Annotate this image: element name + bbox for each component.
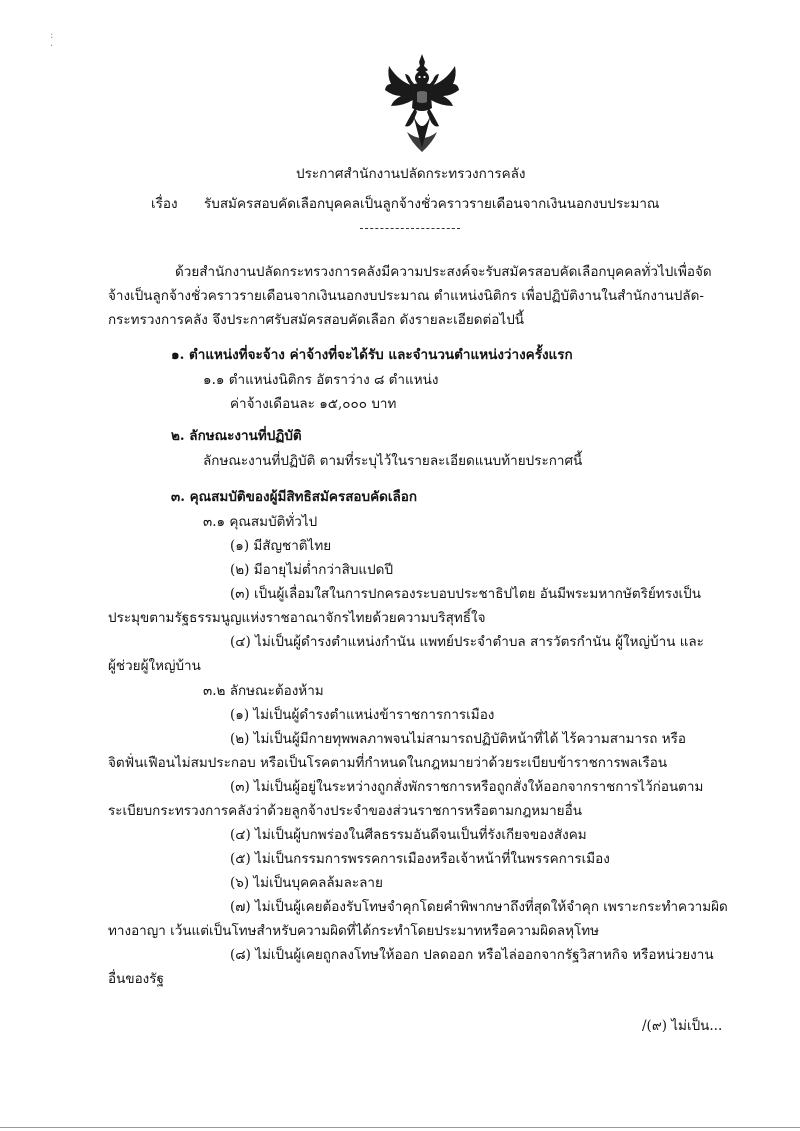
prohibition-8b: อื่นของรัฐ: [108, 971, 164, 987]
qualification-4b: ผู้ช่วยผู้ใหญ่บ้าน: [108, 658, 201, 674]
prohibition-7b: ทางอาญา เว้นแต่เป็นโทษสำหรับความผิดที่ได้กระทำโดยประมาทหรือความผิดลหุโทษ: [108, 923, 600, 939]
garuda-emblem-icon: [383, 52, 461, 154]
title-divider: [360, 228, 460, 229]
section3-sub2: ๓.๒ ลักษณะต้องห้าม: [203, 683, 324, 699]
continuation-note: /(๙) ไม่เป็น...: [642, 1018, 723, 1034]
prohibition-1: (๑) ไม่เป็นผู้ดำรงตำแหน่งข้าราชการการเมือง: [230, 707, 495, 723]
prohibition-6: (๖) ไม่เป็นบุคคลล้มละลาย: [230, 875, 383, 891]
scan-specks: : ·: [50, 30, 54, 52]
section1-wage: ค่าจ้างเดือนละ ๑๕,๐๐๐ บาท: [230, 396, 397, 412]
page-edge-line: [0, 1127, 800, 1128]
intro-line-1: ด้วยสำนักงานปลัดกระทรวงการคลังมีความประสงค์จะรับสมัครสอบคัดเลือกบุคคลทั่วไปเพื่อจัด: [175, 264, 712, 280]
qualification-2: (๒) มีอายุไม่ต่ำกว่าสิบแปดปี: [230, 562, 394, 578]
prohibition-2b: จิตฟั่นเฟือนไม่สมประกอบ หรือเป็นโรคตามที่กำหนดในกฎหมายว่าด้วยระเบียบข้าราชการพลเรือน: [108, 755, 668, 771]
prohibition-3b: ระเบียบกระทรวงการคลังว่าด้วยลูกจ้างประจำของส่วนราชการหรือตามกฎหมายอื่น: [108, 803, 582, 819]
subject-label: เรื่อง: [151, 196, 178, 212]
intro-line-2: จ้างเป็นลูกจ้างชั่วคราวรายเดือนจากเงินนอกงบประมาณ ตำแหน่งนิติกร เพื่อปฏิบัติงานในสำนักงานปลัด-: [108, 288, 704, 304]
prohibition-8a: (๘) ไม่เป็นผู้เคยถูกลงโทษให้ออก ปลดออก หรือไล่ออกจากรัฐวิสาหกิจ หรือหน่วยงาน: [230, 947, 714, 963]
section1-heading: ๑. ตำแหน่งที่จะจ้าง ค่าจ้างที่จะได้รับ และจำนวนตำแหน่งว่างครั้งแรก: [171, 347, 573, 363]
qualification-1: (๑) มีสัญชาติไทย: [230, 538, 332, 554]
prohibition-2a: (๒) ไม่เป็นผู้มีกายทุพพลภาพจนไม่สามารถปฏิบัติหน้าที่ได้ ไร้ความสามารถ หรือ: [230, 731, 687, 747]
section2-heading: ๒. ลักษณะงานที่ปฏิบัติ: [171, 428, 302, 444]
qualification-3a: (๓) เป็นผู้เลื่อมใสในการปกครองระบอบประชาธิปไตย อันมีพระมหากษัตริย์ทรงเป็น: [230, 586, 701, 602]
qualification-3b: ประมุขตามรัฐธรรมนูญแห่งราชอาณาจักรไทยด้วยความบริสุทธิ์ใจ: [108, 610, 486, 626]
section2-text: ลักษณะงานที่ปฏิบัติ ตามที่ระบุไว้ในรายละเอียดแนบท้ายประกาศนี้: [203, 453, 583, 469]
subject-text: รับสมัครสอบคัดเลือกบุคคลเป็นลูกจ้างชั่วคราวรายเดือนจากเงินนอกงบประมาณ: [204, 196, 660, 212]
section1-item: ๑.๑ ตำแหน่งนิติกร อัตราว่าง ๘ ตำแหน่ง: [203, 372, 439, 388]
announcement-title: ประกาศสำนักงานปลัดกระทรวงการคลัง: [296, 166, 526, 182]
prohibition-5: (๕) ไม่เป็นกรรมการพรรคการเมืองหรือเจ้าหน้าที่ในพรรคการเมือง: [230, 851, 610, 867]
section3-sub1: ๓.๑ คุณสมบัติทั่วไป: [203, 514, 318, 530]
prohibition-4: (๔) ไม่เป็นผู้บกพร่องในศีลธรรมอันดีจนเป็นที่รังเกียจของสังคม: [230, 827, 587, 843]
prohibition-3a: (๓) ไม่เป็นผู้อยู่ในระหว่างถูกสั่งพักราชการหรือถูกสั่งให้ออกจากราชการไว้ก่อนตาม: [230, 779, 704, 795]
intro-line-3: กระทรวงการคลัง จึงประกาศรับสมัครสอบคัดเลือก ดังรายละเอียดต่อไปนี้: [108, 312, 524, 328]
qualification-4a: (๔) ไม่เป็นผู้ดำรงตำแหน่งกำนัน แพทย์ประจำตำบล สารวัตรกำนัน ผู้ใหญ่บ้าน และ: [230, 634, 704, 650]
prohibition-7a: (๗) ไม่เป็นผู้เคยต้องรับโทษจำคุกโดยคำพิพากษาถึงที่สุดให้จำคุก เพราะกระทำความผิด: [230, 899, 728, 915]
section3-heading: ๓. คุณสมบัติของผู้มีสิทธิสมัครสอบคัดเลือก: [171, 489, 418, 505]
